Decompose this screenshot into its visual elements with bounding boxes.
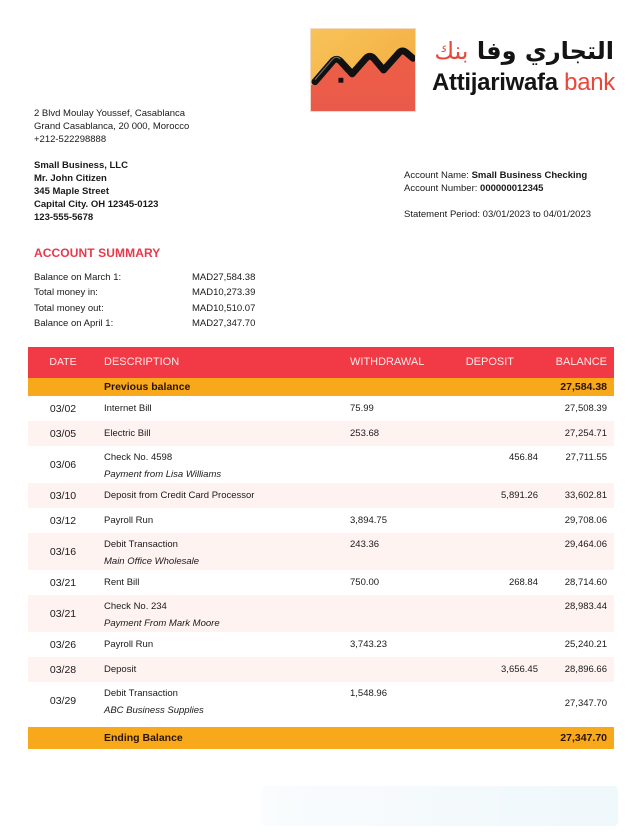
logo-bank-word: bank	[564, 69, 615, 96]
ending-balance-row	[28, 727, 614, 749]
table-row	[28, 446, 614, 483]
row-description: Debit Transaction	[104, 539, 178, 550]
row-deposit: 3,656.45	[501, 664, 538, 675]
ending-balance-label: Ending Balance	[104, 732, 183, 744]
table-row	[28, 483, 614, 508]
account-number-label: Account Number:	[404, 183, 481, 194]
row-date: 03/05	[49, 428, 77, 440]
account-name-value: Small Business Checking	[471, 170, 588, 181]
attijariwafa-logo-icon	[310, 28, 416, 112]
faded-watermark	[262, 786, 618, 826]
table-row	[28, 657, 614, 682]
header-description: DESCRIPTION	[104, 356, 180, 368]
row-date: 03/26	[49, 639, 77, 651]
customer-street: 345 Maple Street	[34, 186, 109, 197]
customer-phone: 123-555-5678	[34, 212, 94, 223]
row-balance: 29,464.06	[564, 539, 607, 550]
logo-arabic-name: التجاري وفا	[476, 37, 614, 65]
row-date: 03/10	[49, 490, 77, 502]
account-name-label: Account Name:	[404, 170, 472, 181]
logo-mark-icon	[311, 29, 415, 111]
account-summary-title: ACCOUNT SUMMARY	[34, 246, 161, 260]
row-deposit: 5,891.26	[501, 490, 538, 501]
account-name	[404, 169, 587, 182]
customer-name: Mr. John Citizen	[34, 173, 107, 184]
row-sub-description: Payment from Lisa Williams	[104, 469, 222, 480]
row-balance: 25,240.21	[564, 639, 607, 650]
table-row	[28, 632, 614, 657]
row-balance: 27,711.55	[565, 452, 607, 463]
previous-balance-label: Previous balance	[104, 381, 191, 393]
row-date: 03/29	[49, 695, 77, 707]
summary-label: Balance on April 1:	[34, 317, 114, 329]
account-info	[404, 169, 587, 195]
summary-value: MAD27,347.70	[192, 317, 256, 329]
row-sub-description: Payment From Mark Moore	[104, 618, 220, 629]
row-description: Deposit	[104, 664, 137, 675]
row-date: 03/28	[49, 664, 77, 676]
customer-address	[34, 159, 158, 224]
row-description: Check No. 4598	[104, 452, 173, 463]
row-date: 03/21	[49, 577, 77, 589]
row-sub-description: ABC Business Supplies	[104, 705, 204, 716]
row-balance: 27,254.71	[564, 428, 607, 439]
row-date: 03/02	[49, 403, 77, 415]
row-sub-description: Main Office Wholesale	[104, 556, 200, 567]
customer-city: Capital City. OH 12345-0123	[34, 199, 159, 210]
row-description: Electric Bill	[104, 428, 151, 439]
row-description: Debit Transaction	[104, 688, 178, 699]
previous-balance-row	[28, 378, 614, 396]
row-withdrawal: 1,548.96	[350, 688, 387, 699]
logo-brand-name: Attijariwafa	[432, 69, 558, 96]
row-withdrawal: 3,743.23	[350, 639, 387, 650]
bank-address-line1: 2 Blvd Moulay Youssef, Casablanca	[34, 108, 186, 119]
row-withdrawal: 243.36	[350, 539, 380, 550]
header-withdrawal: WITHDRAWAL	[350, 356, 425, 368]
table-row	[28, 421, 614, 446]
logo-arabic-text	[430, 36, 614, 66]
row-description: Rent Bill	[104, 577, 140, 588]
bank-address	[34, 107, 189, 146]
statement-period: Statement Period: 03/01/2023 to 04/01/2023	[404, 209, 591, 220]
summary-value: MAD10,273.39	[192, 287, 256, 299]
row-description: Payroll Run	[104, 515, 154, 526]
bank-phone: +212-522298888	[34, 134, 107, 145]
logo-latin-text	[432, 68, 615, 98]
summary-label: Total money in:	[34, 287, 98, 299]
row-description: Check No. 234	[104, 601, 167, 612]
summary-value: MAD10,510.07	[192, 302, 256, 314]
header-balance: BALANCE	[555, 356, 607, 368]
row-balance: 28,714.60	[564, 577, 607, 588]
customer-company: Small Business, LLC	[34, 160, 128, 171]
row-date: 03/21	[49, 608, 77, 620]
row-balance: 28,896.66	[564, 664, 607, 675]
row-deposit: 456.84	[508, 452, 538, 463]
transactions-table	[28, 347, 614, 749]
summary-value: MAD27,584.38	[192, 272, 256, 283]
row-balance: 29,708.06	[564, 515, 607, 526]
table-row	[28, 595, 614, 632]
table-row	[28, 570, 614, 595]
summary-label: Total money out:	[34, 302, 104, 314]
row-balance: 27,508.39	[564, 403, 607, 414]
row-balance: 28,983.44	[564, 601, 607, 612]
row-withdrawal: 750.00	[350, 577, 380, 588]
row-deposit: 268.84	[508, 577, 538, 588]
ending-balance-value: 27,347.70	[560, 732, 607, 744]
row-balance: 27,347.70	[564, 698, 607, 709]
row-date: 03/12	[49, 515, 77, 527]
logo-arabic-bank: بنك	[434, 37, 469, 65]
row-date: 03/06	[49, 459, 77, 471]
row-withdrawal: 75.99	[350, 403, 374, 414]
summary-label: Balance on March 1:	[34, 272, 122, 283]
table-header	[28, 347, 614, 378]
table-row	[28, 533, 614, 570]
row-date: 03/16	[49, 546, 77, 558]
row-balance: 33,602.81	[564, 490, 607, 501]
header-date: DATE	[49, 356, 77, 368]
row-description: Payroll Run	[104, 639, 154, 650]
bank-address-line2: Grand Casablanca, 20 000, Morocco	[34, 121, 190, 132]
header-deposit: DEPOSIT	[465, 356, 514, 368]
row-withdrawal: 253.68	[350, 428, 380, 439]
row-description: Deposit from Credit Card Processor	[104, 490, 255, 501]
previous-balance-value: 27,584.38	[560, 381, 607, 393]
table-row	[28, 508, 614, 533]
row-description: Internet Bill	[104, 403, 152, 414]
table-row	[28, 682, 614, 719]
account-number	[404, 182, 587, 195]
account-number-value: 000000012345	[480, 183, 544, 194]
row-withdrawal: 3,894.75	[350, 515, 387, 526]
table-row	[28, 396, 614, 421]
